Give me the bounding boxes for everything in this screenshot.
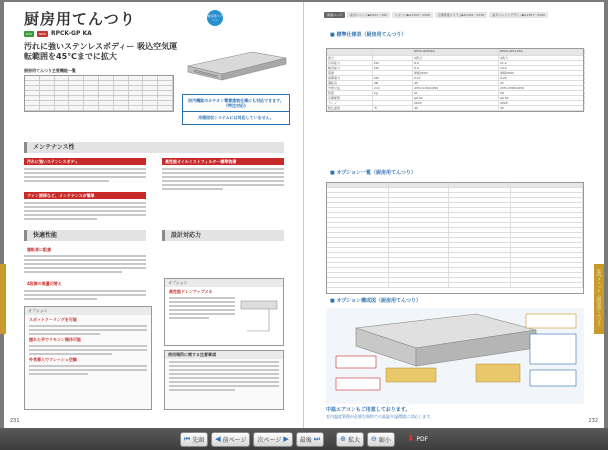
page-spread	[4, 2, 604, 428]
usage-warning-header: 使用場所に関する注意事項	[165, 351, 283, 359]
first-page-button[interactable]: ⏮ 先頭	[180, 432, 208, 447]
spec-row: 冷媒配管 φ9.52 φ9.52	[327, 96, 583, 101]
pdf-icon: ⬇	[406, 434, 415, 444]
option-diagram	[326, 308, 584, 404]
design-option-header: オプション	[165, 279, 283, 287]
model-line	[24, 30, 92, 37]
para-airflow	[24, 290, 146, 302]
spec-row: 吸込温度 ℃ 45 45	[327, 106, 583, 111]
zoom-out-button[interactable]: ⊖ 縮小	[367, 432, 395, 447]
para-noise	[24, 255, 146, 275]
option-table	[326, 182, 584, 294]
spec-table	[326, 48, 584, 112]
headline: 汚れに強いステンレスボディー 吸込空気運転範囲を45℃までに拡大	[24, 42, 178, 61]
function-grid	[24, 75, 174, 112]
spec-row: 運転音 dB 45 47	[327, 81, 583, 86]
drain-diagram	[239, 297, 279, 335]
option-control-box	[24, 306, 152, 410]
prev-page-icon: ◀	[215, 435, 221, 443]
model-name: RPCK-GP KA	[51, 30, 92, 37]
spec-header-row: RPCK-GP80KA RPCK-GP112KA	[327, 49, 583, 56]
left-page	[4, 2, 304, 428]
usage-warning-box	[164, 350, 284, 410]
category-badge: 厨房用エアコン	[207, 10, 223, 26]
section-maintenance: メンテナンス性	[24, 142, 284, 153]
footer-note-heading: 中温エアコンもご用意しております。	[326, 407, 411, 413]
section-side-tab[interactable]: 室内ユニット（厨房用てんつり）	[594, 264, 604, 334]
related-link-outdoor[interactable]: 室外ユニットデザイン▶P.2307〜2390	[489, 12, 548, 18]
option-fresh-air: 外気導入でフレッシュ空調	[29, 357, 147, 375]
function-table-caption: 厨房用てんつり主要機能一覧	[24, 68, 76, 73]
zoom-out-icon: ⊖	[370, 435, 377, 443]
option-title: ■ オプション一覧（厨房用てんつり）	[324, 168, 584, 179]
subhead-fan-cleaning: ファン清掃など、メンテナンスが簡単	[24, 192, 146, 199]
para-stainless	[24, 168, 146, 184]
right-page	[304, 2, 604, 428]
diagram-title: ■ オプション構成図（厨房用てんつり）	[324, 296, 584, 307]
prev-page-button[interactable]: ◀ 前ページ	[211, 432, 250, 447]
section-design: 設計対応力	[162, 230, 284, 241]
last-page-icon: ⏭	[313, 434, 321, 443]
left-side-tab[interactable]	[0, 264, 6, 334]
footer-note	[326, 406, 584, 420]
related-link-indoor[interactable]: 室内ユニット▶P.201〜180	[347, 12, 390, 18]
first-page-icon: ⏮	[183, 434, 191, 443]
option-control-header: オプション	[25, 307, 151, 315]
para-fan-cleaning	[24, 202, 146, 222]
spec-row: 外形寸法 mm 235×1150×650 235×1580×650	[327, 86, 583, 91]
next-page-icon: ▶	[283, 435, 289, 443]
zoom-in-icon: ⊕	[340, 435, 346, 443]
option-spot-cooling: スポットクーリングを可能	[29, 317, 147, 335]
subhead-airflow: 4段階の風量切替え	[27, 281, 62, 286]
tag-r32: R32	[26, 31, 32, 36]
callout-coating: 防汚機能のカチオン電着塗装仕様にも対応できます。(特注対応)	[183, 95, 289, 112]
pdf-button[interactable]: ⬇ PDF	[406, 434, 429, 444]
footer-note-body: 室内温度管理が必要な場所での高温多湿環境に対応します。	[326, 414, 434, 419]
tag-new: NEW	[38, 31, 47, 36]
subhead-noise: 運転音に配慮	[27, 247, 51, 252]
design-option-box	[164, 278, 284, 346]
subhead-oil-filter: 高性能オイルミストフィルター標準装備	[162, 158, 284, 165]
spec-row: ドレン VP25 VP25	[327, 101, 583, 106]
callout-refrigerant: 冷媒回収システムには対応していません。	[198, 115, 274, 120]
spec-row: 電源 単相200V 単相200V	[327, 71, 583, 76]
page-title: 厨房用てんつり	[24, 10, 136, 28]
spec-callout	[182, 94, 290, 125]
spec-row: 暖房能力 kW 9.0 14.0	[327, 66, 583, 71]
page-number-left: 231	[10, 418, 20, 424]
related-label: 関連ページ	[324, 12, 345, 18]
spec-row: 馬力 3馬力 4馬力	[327, 56, 583, 61]
zoom-in-button[interactable]: ⊕ 拡大	[336, 432, 364, 447]
spec-row: 質量 kg 41 56	[327, 91, 583, 96]
related-link-system[interactable]: 空調管理システム▶P.2301〜2376	[435, 12, 488, 18]
function-table	[24, 68, 174, 112]
related-pages-nav	[324, 12, 548, 18]
unit-product-image	[182, 44, 290, 84]
option-wet-hand-remote: 握れた手でリモコン操作可能	[29, 337, 147, 355]
page-number-right: 232	[588, 418, 598, 424]
spec-row: 冷房能力 kW 8.0 11.2	[327, 61, 583, 66]
viewer-toolbar	[0, 428, 608, 450]
spec-title: ■ 標準仕様表（厨房用てんつり）	[324, 30, 584, 41]
related-link-remote[interactable]: リモコン▶P.2302〜2306	[392, 12, 433, 18]
subhead-stainless: 汚れに強いステンレスボディ	[24, 158, 146, 165]
section-comfort: 快適性能	[24, 230, 146, 241]
next-page-button[interactable]: 次ページ ▶	[253, 432, 292, 447]
spec-body	[327, 56, 583, 111]
spec-row: 消費電力 kW 0.17 0.25	[327, 76, 583, 81]
para-oil-filter	[162, 168, 284, 192]
last-page-button[interactable]: 最後 ⏭	[296, 432, 324, 447]
design-drain-up: 高性能ドレンアップメカ	[169, 289, 213, 294]
